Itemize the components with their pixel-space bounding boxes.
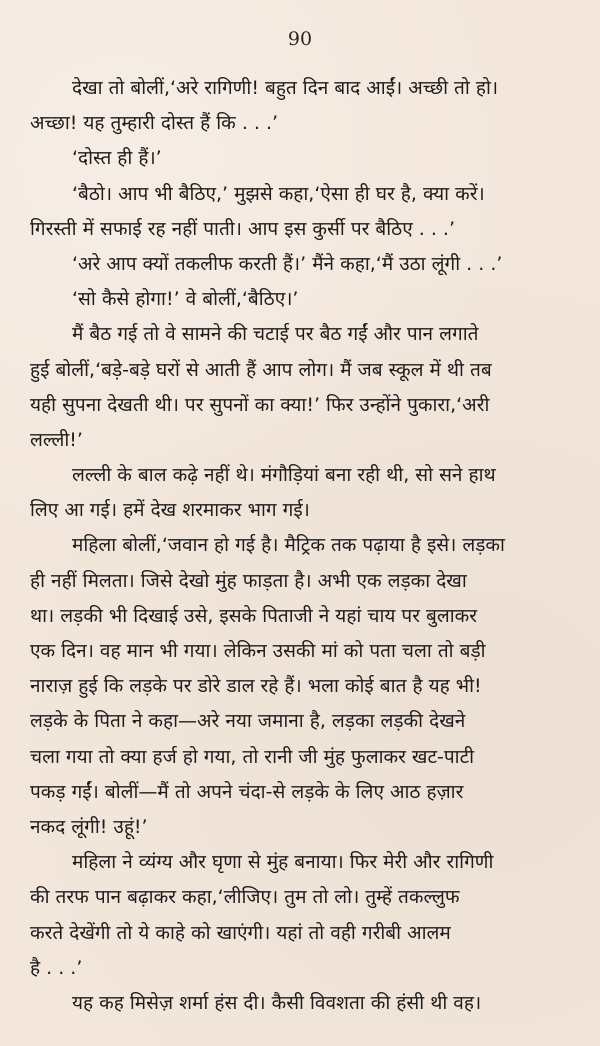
text-line: लल्ली के बाल कढ़े नहीं थे। मंगौड़ियां बना रही थी, सो सने हाथ — [72, 464, 496, 487]
text-line: मैं बैठ गई तो वे सामने की चटाई पर बैठ गईं और पान लगाते — [72, 323, 479, 346]
text-line: लड़के के पिता ने कहा—अरे नया जमाना है, लड़का लड़की देखने — [30, 710, 466, 733]
text-line: लल्ली!’ — [30, 428, 83, 451]
text-line: देखा तो बोलीं,‘अरे रागिणी! बहुत दिन बाद आईं। अच्छी तो हो। — [72, 77, 499, 99]
text-line: ‘अरे आप क्यों तकलीफ करती हैं।’ मैंने कहा,‘मैं उठा लूंगी . . .’ — [72, 252, 503, 275]
text-line: चला गया तो क्या हर्ज हो गया, तो रानी जी मुंह फुलाकर खट-पाटी — [30, 745, 475, 768]
text-line: करते देखेंगी तो ये काहे को खाएंगी। यहां तो वही गरीबी आलम — [30, 921, 451, 944]
text-line: हुई बोलीं,‘बड़े-बड़े घरों से आती हैं आप लोग। मैं जब स्कूल में थी तब — [30, 358, 492, 381]
text-line: ‘बैठो। आप भी बैठिए,’ मुझसे कहा,‘ऐसा ही घर है, क्या करें। — [72, 182, 485, 205]
text-line: गिरस्ती में सफाई रह नहीं पाती। आप इस कुर्सी पर बैठिए . . .’ — [30, 217, 456, 240]
text-line: ‘दोस्त ही हैं।’ — [72, 147, 162, 170]
text-line: ही नहीं मिलता। जिसे देखो मुंह फाड़ता है। अभी एक लड़का देखा — [30, 569, 467, 592]
text-line: यही सुपना देखती थी। पर सुपनों का क्या!’ फिर उन्होंने पुकारा,‘अरी — [30, 393, 490, 416]
page-number: 90 — [287, 28, 313, 50]
text-line: है . . .’ — [30, 956, 83, 979]
text-line: नकद लूंगी! उहूं!’ — [30, 815, 148, 838]
text-line: महिला बोलीं,‘जवान हो गई है। मैट्रिक तक पढ़ाया है इसे। लड़का — [72, 534, 505, 557]
text-line: नाराज़ हुई कि लड़के पर डोरे डाल रहे हैं। भला कोई बात है यह भी! — [30, 675, 482, 698]
text-line: एक दिन। वह मान भी गया। लेकिन उसकी मां को पता चला तो बड़ी — [30, 640, 486, 662]
text-line: लिए आ गई। हमें देख शरमाकर भाग गई। — [30, 499, 310, 522]
text-line: पकड़ गईं। बोलीं—मैं तो अपने चंदा-से लड़के के लिए आठ हज़ार — [30, 780, 464, 803]
text-line: महिला ने व्यंग्य और घृणा से मुंह बनाया। फिर मेरी और रागिणी — [72, 851, 494, 874]
body-text — [30, 71, 586, 1021]
text-line: ‘सो कैसे होगा!’ वे बोलीं,‘बैठिए।’ — [72, 288, 299, 311]
text-line: यह कह मिसेज़ शर्मा हंस दी। कैसी विवशता की हंसी थी वह। — [72, 991, 482, 1014]
text-line: की तरफ पान बढ़ाकर कहा,‘लीजिए। तुम तो लो। तुम्हें तकल्लुफ — [30, 886, 460, 909]
text-line: अच्छा! यह तुम्हारी दोस्त हैं कि . . .’ — [30, 112, 279, 135]
text-line: था। लड़की भी दिखाई उसे, इसके पिताजी ने यहां चाय पर बुलाकर — [30, 604, 478, 627]
